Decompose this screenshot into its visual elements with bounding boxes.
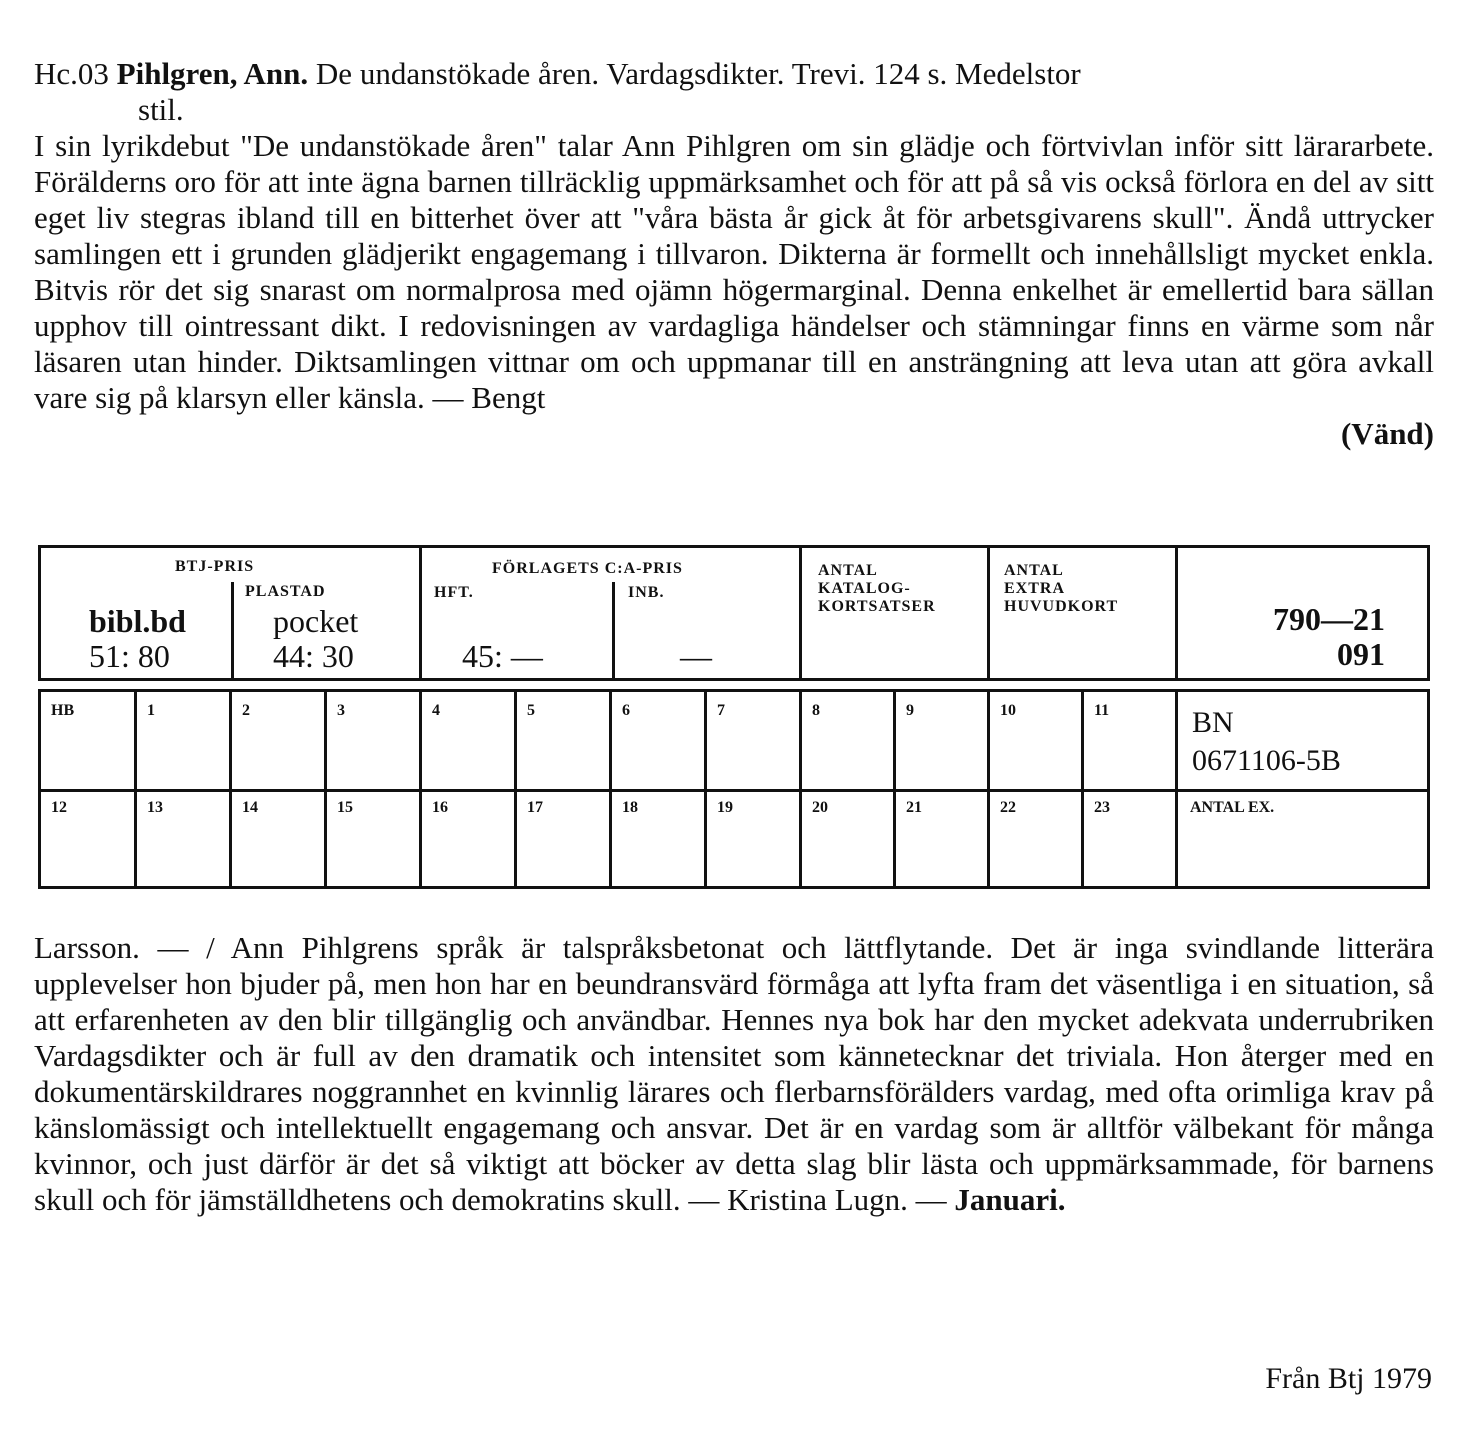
order-cell — [327, 789, 422, 886]
cell-label: 6 — [622, 702, 630, 719]
btj-pris-label: BTJ-PRIS — [175, 558, 255, 575]
order-grid — [38, 689, 1430, 889]
pocket-label: pocket — [273, 603, 359, 639]
extra-cards-cell — [990, 548, 1178, 678]
class-code-cell — [1178, 548, 1427, 678]
plastad-label: PLASTAD — [245, 583, 326, 600]
cell-label: 4 — [432, 702, 440, 719]
order-cell — [802, 692, 896, 789]
cell-label: 22 — [1000, 799, 1016, 816]
order-cell — [1084, 789, 1178, 886]
order-cell — [327, 692, 422, 789]
cell-label: 11 — [1094, 702, 1110, 719]
order-cell — [41, 789, 137, 886]
bn-number: 0671106-5B — [1192, 744, 1341, 777]
cell-label: 14 — [242, 799, 258, 816]
review-signature: Kristina Lugn. — — [727, 1182, 947, 1217]
turn-label: (Vänd) — [1340, 416, 1434, 451]
btj-price-cell — [41, 548, 422, 678]
order-cell — [802, 789, 896, 886]
hft-price: 45: — — [462, 638, 543, 674]
cell-label: 2 — [242, 702, 250, 719]
antal-ex-cell — [1178, 789, 1427, 886]
cell-label: 23 — [1094, 799, 1110, 816]
cell-label: 9 — [906, 702, 914, 719]
cell-label: 21 — [906, 799, 922, 816]
bn-cell — [1178, 692, 1427, 789]
cell-label: 17 — [527, 799, 543, 816]
order-cell — [612, 692, 707, 789]
order-cell — [422, 692, 517, 789]
bibl-label: bibl.bd — [89, 603, 186, 639]
antal-katalog-2: KATALOG- — [818, 580, 911, 597]
order-cell — [137, 692, 232, 789]
antal-extra-1: ANTAL — [1004, 562, 1064, 579]
order-row-2 — [41, 789, 1427, 886]
order-cell — [41, 692, 137, 789]
cell-label: 10 — [1000, 702, 1016, 719]
forlagets-label: FÖRLAGETS C:A-PRIS — [492, 560, 683, 577]
cell-label: 8 — [812, 702, 820, 719]
order-cell — [896, 692, 990, 789]
class-code-2: 091 — [1337, 636, 1385, 672]
class-code-1: 790—21 — [1273, 601, 1385, 637]
cell-label: 20 — [812, 799, 828, 816]
review-text-part2: Larsson. — / Ann Pihlgrens språk är talspråksbetonat och lättflytande. Det är inga svindlande litterära upplevelser hon bjuder på, men hon har en beundransvärd förmåga att lyfta fram det väsentliga i en situation, så att erfarenheten av den blir tillgänglig och användbar. Hennes nya bok har den mycket adekvata underrubriken Vardagsdikter och är full av den dramatik och intensitet som kännetecknar det triviala. Hon återger med en dokumentärskildrares noggrannhet en kvinnlig lärares och flerbarnsförälders vardag, med ofta orimliga krav på känslomässigt och intellektuellt engagemang och ansvar. Det är en vardag som är alltför välbekant för många kvinnor, och just därför är det så viktigt att böcker av detta slag blir lästa och uppmärksammade, för barnens skull och för jämställdhetens och demokratins skull. — — [34, 930, 1434, 1217]
order-cell — [422, 789, 517, 886]
order-row-1 — [41, 692, 1427, 789]
entry-heading — [34, 56, 1434, 92]
order-cell — [612, 789, 707, 886]
review-top — [34, 56, 1434, 452]
entry-id: Hc.03 — [34, 56, 109, 91]
order-cell — [137, 789, 232, 886]
order-cell — [707, 789, 802, 886]
pocket-price: 44: 30 — [273, 638, 354, 674]
order-cell — [990, 789, 1084, 886]
source-note: Från Btj 1979 — [1265, 1362, 1432, 1395]
entry-title: De undanstökade åren. Vardagsdikter. Trevi. 124 s. Medelstor — [315, 56, 1081, 91]
order-cell — [517, 692, 612, 789]
review-month: Januari. — [954, 1182, 1066, 1217]
inb-label: INB. — [628, 584, 665, 601]
catalog-sets-cell — [802, 548, 990, 678]
antal-extra-3: HUVUDKORT — [1004, 598, 1119, 615]
cell-label: 7 — [717, 702, 725, 719]
cell-label: HB — [51, 702, 75, 719]
entry-title-cont: stil. — [138, 92, 184, 127]
order-cell — [1084, 692, 1178, 789]
cell-label: 15 — [337, 799, 353, 816]
order-cell — [990, 692, 1084, 789]
publisher-price-cell — [422, 548, 802, 678]
order-cell — [896, 789, 990, 886]
publisher-divider — [612, 582, 615, 678]
review-text-part1: I sin lyrikdebut "De undanstökade åren" talar Ann Pihlgren om sin glädje och förtvivlan inför sitt lärararbete. Förälderns oro för att inte ägna barnen tillräcklig uppmärksamhet och för att på så vis också förlora en del av sitt eget liv stegras ibland till en bitterhet över att "våra bästa år gick åt för arbetsgivarens skull". Ändå uttrycker samlingen ett i grunden glädjerikt engagemang i tillvaron. Dikterna är formellt och innehållsligt mycket enkla. Bitvis rör det sig snarast om normalprosa med ojämn högermarginal. Denna enkelhet är emellertid bara sällan upphov till ointressant dikt. I redovisningen av vardagliga händelser och stämningar finns en värme som når läsaren utan hinder. Diktsamlingen vittnar om och uppmanar till en ansträngning att leva utan att göra avkall vare sig på klarsyn eller känsla. — Bengt — [34, 128, 1434, 415]
antal-ex-label: ANTAL EX. — [1190, 799, 1275, 816]
antal-extra-2: EXTRA — [1004, 580, 1066, 597]
order-cell — [517, 789, 612, 886]
antal-katalog-3: KORTSATSER — [818, 598, 936, 615]
cell-label: 5 — [527, 702, 535, 719]
cell-label: 16 — [432, 799, 448, 816]
bibl-price: 51: 80 — [89, 638, 170, 674]
cell-label: 3 — [337, 702, 345, 719]
hft-label: HFT. — [434, 584, 474, 601]
inb-price: — — [680, 638, 712, 674]
review-bottom — [34, 930, 1434, 1218]
order-cell — [232, 692, 327, 789]
antal-katalog-1: ANTAL — [818, 562, 878, 579]
order-cell — [232, 789, 327, 886]
cell-label: 13 — [147, 799, 163, 816]
cell-label: 19 — [717, 799, 733, 816]
price-box — [38, 545, 1430, 681]
entry-author: Pihlgren, Ann. — [116, 56, 309, 91]
bn-label: BN — [1192, 706, 1234, 739]
order-cell — [707, 692, 802, 789]
cell-label: 12 — [51, 799, 67, 816]
cell-label: 18 — [622, 799, 638, 816]
cell-label: 1 — [147, 702, 155, 719]
btj-divider — [231, 582, 234, 678]
